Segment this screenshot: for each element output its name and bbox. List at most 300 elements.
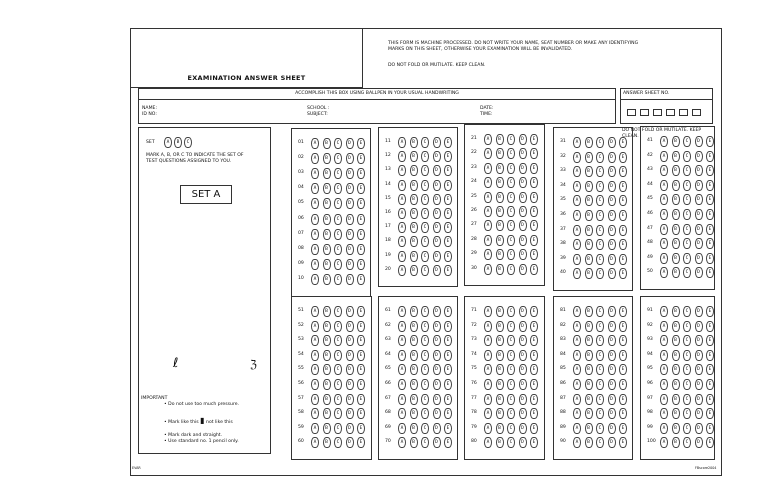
- answer-bubble-b[interactable]: B: [496, 364, 504, 375]
- answer-bubble-d[interactable]: D: [608, 321, 616, 332]
- answer-bubble-e[interactable]: E: [530, 394, 538, 405]
- answer-bubble-d[interactable]: D: [519, 321, 527, 332]
- answer-bubble-e[interactable]: E: [357, 437, 365, 448]
- answer-bubble-c[interactable]: C: [683, 335, 691, 346]
- answer-bubble-e[interactable]: E: [444, 394, 452, 405]
- answer-bubble-a[interactable]: A: [660, 151, 668, 162]
- answer-bubble-c[interactable]: C: [596, 350, 604, 361]
- answer-bubble-e[interactable]: E: [444, 423, 452, 434]
- answer-bubble-c[interactable]: C: [683, 379, 691, 390]
- answer-bubble-c[interactable]: C: [421, 423, 429, 434]
- answer-bubble-a[interactable]: A: [398, 306, 406, 317]
- answer-bubble-d[interactable]: D: [346, 259, 354, 270]
- answer-bubble-c[interactable]: C: [596, 335, 604, 346]
- answer-bubble-b[interactable]: B: [496, 134, 504, 145]
- answer-bubble-c[interactable]: C: [596, 306, 604, 317]
- answer-bubble-d[interactable]: D: [608, 166, 616, 177]
- answer-bubble-a[interactable]: A: [484, 235, 492, 246]
- answer-bubble-c[interactable]: C: [334, 229, 342, 240]
- answer-bubble-a[interactable]: A: [484, 148, 492, 159]
- answer-bubble-a[interactable]: A: [398, 408, 406, 419]
- answer-bubble-c[interactable]: C: [507, 423, 515, 434]
- answer-bubble-a[interactable]: A: [484, 192, 492, 203]
- answer-bubble-b[interactable]: B: [323, 437, 331, 448]
- answer-bubble-b[interactable]: B: [323, 274, 331, 285]
- answer-bubble-c[interactable]: C: [421, 265, 429, 276]
- answer-bubble-b[interactable]: B: [585, 166, 593, 177]
- answer-bubble-e[interactable]: E: [444, 379, 452, 390]
- answer-bubble-c[interactable]: C: [507, 350, 515, 361]
- answer-bubble-d[interactable]: D: [433, 251, 441, 262]
- answer-bubble-c[interactable]: C: [596, 210, 604, 221]
- answer-bubble-b[interactable]: B: [672, 408, 680, 419]
- answer-bubble-e[interactable]: E: [619, 268, 627, 279]
- answer-bubble-b[interactable]: B: [410, 137, 418, 148]
- answer-bubble-d[interactable]: D: [519, 206, 527, 217]
- answer-bubble-c[interactable]: C: [683, 423, 691, 434]
- answer-bubble-c[interactable]: C: [683, 253, 691, 264]
- answer-bubble-b[interactable]: B: [410, 151, 418, 162]
- answer-bubble-a[interactable]: A: [573, 137, 581, 148]
- answer-bubble-a[interactable]: A: [484, 306, 492, 317]
- answer-bubble-c[interactable]: C: [421, 251, 429, 262]
- answer-bubble-b[interactable]: B: [585, 423, 593, 434]
- answer-bubble-a[interactable]: A: [311, 244, 319, 255]
- answer-bubble-b[interactable]: B: [585, 268, 593, 279]
- answer-bubble-d[interactable]: D: [608, 225, 616, 236]
- answer-bubble-a[interactable]: A: [660, 180, 668, 191]
- answer-bubble-d[interactable]: D: [608, 268, 616, 279]
- answer-bubble-e[interactable]: E: [619, 335, 627, 346]
- answer-bubble-d[interactable]: D: [519, 235, 527, 246]
- answer-bubble-b[interactable]: B: [496, 335, 504, 346]
- answer-bubble-c[interactable]: C: [334, 321, 342, 332]
- answer-bubble-b[interactable]: B: [323, 321, 331, 332]
- answer-bubble-e[interactable]: E: [357, 394, 365, 405]
- answer-bubble-a[interactable]: A: [660, 224, 668, 235]
- answer-bubble-a[interactable]: A: [573, 239, 581, 250]
- answer-bubble-b[interactable]: B: [323, 153, 331, 164]
- answer-bubble-b[interactable]: B: [496, 350, 504, 361]
- answer-bubble-e[interactable]: E: [357, 335, 365, 346]
- answer-bubble-a[interactable]: A: [484, 134, 492, 145]
- answer-bubble-d[interactable]: D: [433, 394, 441, 405]
- answer-bubble-c[interactable]: C: [683, 151, 691, 162]
- answer-bubble-a[interactable]: A: [660, 437, 668, 448]
- answer-bubble-e[interactable]: E: [619, 394, 627, 405]
- answer-bubble-d[interactable]: D: [608, 152, 616, 163]
- answer-bubble-c[interactable]: C: [334, 423, 342, 434]
- answer-bubble-a[interactable]: A: [484, 394, 492, 405]
- answer-bubble-d[interactable]: D: [433, 423, 441, 434]
- answer-bubble-c[interactable]: C: [596, 225, 604, 236]
- answer-bubble-e[interactable]: E: [357, 244, 365, 255]
- answer-bubble-a[interactable]: A: [311, 423, 319, 434]
- answer-bubble-b[interactable]: B: [496, 192, 504, 203]
- answer-bubble-b[interactable]: B: [410, 194, 418, 205]
- answer-bubble-d[interactable]: D: [695, 209, 703, 220]
- answer-bubble-d[interactable]: D: [695, 364, 703, 375]
- answer-bubble-e[interactable]: E: [706, 209, 714, 220]
- answer-bubble-e[interactable]: E: [530, 235, 538, 246]
- answer-bubble-e[interactable]: E: [444, 265, 452, 276]
- answer-bubble-e[interactable]: E: [619, 350, 627, 361]
- answer-bubble-b[interactable]: B: [496, 220, 504, 231]
- answer-bubble-e[interactable]: E: [530, 249, 538, 260]
- answer-bubble-d[interactable]: D: [608, 350, 616, 361]
- answer-bubble-d[interactable]: D: [346, 229, 354, 240]
- answer-bubble-e[interactable]: E: [619, 152, 627, 163]
- answer-bubble-b[interactable]: B: [410, 321, 418, 332]
- answer-bubble-d[interactable]: D: [519, 394, 527, 405]
- answer-bubble-b[interactable]: B: [496, 321, 504, 332]
- answer-bubble-a[interactable]: A: [398, 265, 406, 276]
- answer-bubble-e[interactable]: E: [444, 236, 452, 247]
- answer-bubble-c[interactable]: C: [421, 222, 429, 233]
- sheet-no-digit-3[interactable]: [653, 109, 662, 116]
- answer-bubble-b[interactable]: B: [585, 394, 593, 405]
- answer-bubble-a[interactable]: A: [573, 379, 581, 390]
- answer-bubble-a[interactable]: A: [573, 166, 581, 177]
- answer-bubble-b[interactable]: B: [410, 335, 418, 346]
- answer-bubble-d[interactable]: D: [608, 335, 616, 346]
- answer-bubble-b[interactable]: B: [323, 244, 331, 255]
- sheet-no-digit-5[interactable]: [679, 109, 688, 116]
- answer-bubble-d[interactable]: D: [519, 220, 527, 231]
- answer-bubble-c[interactable]: C: [596, 437, 604, 448]
- answer-bubble-d[interactable]: D: [608, 254, 616, 265]
- answer-bubble-d[interactable]: D: [519, 177, 527, 188]
- answer-bubble-e[interactable]: E: [706, 423, 714, 434]
- answer-bubble-a[interactable]: A: [573, 225, 581, 236]
- answer-bubble-b[interactable]: B: [585, 408, 593, 419]
- answer-bubble-e[interactable]: E: [357, 214, 365, 225]
- set-option-a[interactable]: A: [164, 137, 172, 148]
- answer-bubble-b[interactable]: B: [496, 437, 504, 448]
- answer-bubble-a[interactable]: A: [484, 364, 492, 375]
- answer-bubble-a[interactable]: A: [398, 423, 406, 434]
- answer-bubble-a[interactable]: A: [311, 321, 319, 332]
- answer-bubble-d[interactable]: D: [433, 194, 441, 205]
- answer-bubble-d[interactable]: D: [695, 335, 703, 346]
- answer-bubble-a[interactable]: A: [484, 423, 492, 434]
- answer-bubble-b[interactable]: B: [585, 335, 593, 346]
- answer-bubble-e[interactable]: E: [619, 408, 627, 419]
- answer-bubble-e[interactable]: E: [706, 335, 714, 346]
- answer-bubble-a[interactable]: A: [398, 321, 406, 332]
- answer-bubble-d[interactable]: D: [695, 306, 703, 317]
- answer-bubble-e[interactable]: E: [706, 180, 714, 191]
- answer-bubble-e[interactable]: E: [619, 254, 627, 265]
- answer-bubble-b[interactable]: B: [323, 183, 331, 194]
- answer-bubble-a[interactable]: A: [311, 364, 319, 375]
- answer-bubble-a[interactable]: A: [398, 379, 406, 390]
- answer-bubble-b[interactable]: B: [672, 194, 680, 205]
- answer-bubble-d[interactable]: D: [346, 423, 354, 434]
- answer-bubble-d[interactable]: D: [519, 408, 527, 419]
- answer-bubble-e[interactable]: E: [619, 321, 627, 332]
- answer-bubble-b[interactable]: B: [672, 306, 680, 317]
- answer-bubble-b[interactable]: B: [410, 364, 418, 375]
- answer-bubble-d[interactable]: D: [519, 437, 527, 448]
- answer-bubble-b[interactable]: B: [585, 379, 593, 390]
- answer-bubble-d[interactable]: D: [519, 249, 527, 260]
- answer-bubble-e[interactable]: E: [706, 408, 714, 419]
- answer-bubble-c[interactable]: C: [596, 181, 604, 192]
- answer-bubble-e[interactable]: E: [444, 437, 452, 448]
- answer-bubble-a[interactable]: A: [311, 394, 319, 405]
- answer-bubble-e[interactable]: E: [619, 195, 627, 206]
- answer-bubble-d[interactable]: D: [695, 408, 703, 419]
- answer-bubble-c[interactable]: C: [683, 224, 691, 235]
- answer-bubble-a[interactable]: A: [660, 423, 668, 434]
- answer-bubble-a[interactable]: A: [398, 165, 406, 176]
- answer-bubble-a[interactable]: A: [311, 229, 319, 240]
- answer-bubble-c[interactable]: C: [334, 183, 342, 194]
- answer-bubble-e[interactable]: E: [444, 208, 452, 219]
- answer-bubble-d[interactable]: D: [433, 208, 441, 219]
- answer-bubble-b[interactable]: B: [496, 249, 504, 260]
- answer-bubble-d[interactable]: D: [608, 239, 616, 250]
- answer-bubble-a[interactable]: A: [573, 437, 581, 448]
- answer-bubble-d[interactable]: D: [608, 437, 616, 448]
- answer-bubble-e[interactable]: E: [530, 423, 538, 434]
- answer-bubble-e[interactable]: E: [530, 264, 538, 275]
- answer-bubble-c[interactable]: C: [507, 364, 515, 375]
- answer-bubble-e[interactable]: E: [444, 180, 452, 191]
- answer-bubble-d[interactable]: D: [433, 236, 441, 247]
- answer-bubble-b[interactable]: B: [585, 239, 593, 250]
- answer-bubble-c[interactable]: C: [421, 208, 429, 219]
- answer-bubble-b[interactable]: B: [410, 265, 418, 276]
- answer-bubble-b[interactable]: B: [585, 181, 593, 192]
- answer-bubble-a[interactable]: A: [660, 267, 668, 278]
- answer-bubble-b[interactable]: B: [323, 335, 331, 346]
- answer-bubble-d[interactable]: D: [346, 198, 354, 209]
- answer-bubble-e[interactable]: E: [706, 151, 714, 162]
- answer-bubble-c[interactable]: C: [596, 254, 604, 265]
- answer-bubble-e[interactable]: E: [706, 364, 714, 375]
- answer-bubble-a[interactable]: A: [484, 264, 492, 275]
- answer-bubble-d[interactable]: D: [433, 265, 441, 276]
- answer-bubble-a[interactable]: A: [484, 163, 492, 174]
- answer-bubble-b[interactable]: B: [410, 408, 418, 419]
- answer-bubble-a[interactable]: A: [660, 306, 668, 317]
- answer-bubble-b[interactable]: B: [323, 423, 331, 434]
- answer-bubble-e[interactable]: E: [444, 321, 452, 332]
- answer-bubble-e[interactable]: E: [357, 183, 365, 194]
- answer-bubble-a[interactable]: A: [660, 379, 668, 390]
- answer-bubble-d[interactable]: D: [433, 437, 441, 448]
- answer-bubble-b[interactable]: B: [496, 408, 504, 419]
- answer-bubble-b[interactable]: B: [496, 235, 504, 246]
- answer-bubble-b[interactable]: B: [585, 364, 593, 375]
- answer-bubble-e[interactable]: E: [357, 138, 365, 149]
- answer-bubble-e[interactable]: E: [530, 364, 538, 375]
- answer-bubble-d[interactable]: D: [346, 379, 354, 390]
- answer-bubble-b[interactable]: B: [672, 253, 680, 264]
- answer-bubble-a[interactable]: A: [484, 437, 492, 448]
- answer-bubble-d[interactable]: D: [433, 151, 441, 162]
- answer-bubble-d[interactable]: D: [346, 306, 354, 317]
- sheet-no-digit-4[interactable]: [666, 109, 675, 116]
- answer-bubble-b[interactable]: B: [672, 267, 680, 278]
- answer-bubble-c[interactable]: C: [334, 138, 342, 149]
- answer-bubble-c[interactable]: C: [507, 321, 515, 332]
- answer-bubble-c[interactable]: C: [507, 235, 515, 246]
- answer-bubble-e[interactable]: E: [530, 350, 538, 361]
- answer-bubble-e[interactable]: E: [357, 306, 365, 317]
- answer-bubble-e[interactable]: E: [444, 165, 452, 176]
- answer-bubble-d[interactable]: D: [695, 423, 703, 434]
- answer-bubble-a[interactable]: A: [573, 321, 581, 332]
- answer-bubble-e[interactable]: E: [706, 253, 714, 264]
- answer-bubble-d[interactable]: D: [695, 151, 703, 162]
- answer-bubble-e[interactable]: E: [444, 137, 452, 148]
- answer-bubble-a[interactable]: A: [660, 194, 668, 205]
- answer-bubble-c[interactable]: C: [421, 379, 429, 390]
- answer-bubble-b[interactable]: B: [672, 394, 680, 405]
- answer-bubble-b[interactable]: B: [496, 264, 504, 275]
- answer-bubble-a[interactable]: A: [573, 350, 581, 361]
- answer-bubble-d[interactable]: D: [608, 423, 616, 434]
- answer-bubble-a[interactable]: A: [311, 274, 319, 285]
- answer-bubble-b[interactable]: B: [496, 163, 504, 174]
- answer-bubble-b[interactable]: B: [410, 236, 418, 247]
- answer-bubble-a[interactable]: A: [484, 220, 492, 231]
- answer-bubble-d[interactable]: D: [695, 394, 703, 405]
- answer-bubble-b[interactable]: B: [585, 350, 593, 361]
- answer-bubble-d[interactable]: D: [433, 137, 441, 148]
- answer-bubble-a[interactable]: A: [398, 208, 406, 219]
- answer-bubble-c[interactable]: C: [334, 153, 342, 164]
- answer-bubble-b[interactable]: B: [496, 148, 504, 159]
- answer-bubble-e[interactable]: E: [357, 350, 365, 361]
- answer-bubble-b[interactable]: B: [672, 151, 680, 162]
- answer-bubble-e[interactable]: E: [357, 423, 365, 434]
- answer-bubble-e[interactable]: E: [444, 350, 452, 361]
- answer-bubble-e[interactable]: E: [619, 364, 627, 375]
- answer-bubble-a[interactable]: A: [660, 165, 668, 176]
- answer-bubble-a[interactable]: A: [660, 238, 668, 249]
- set-option-c[interactable]: C: [184, 137, 192, 148]
- answer-bubble-b[interactable]: B: [323, 259, 331, 270]
- answer-bubble-d[interactable]: D: [346, 214, 354, 225]
- answer-bubble-b[interactable]: B: [323, 394, 331, 405]
- answer-bubble-b[interactable]: B: [323, 350, 331, 361]
- answer-bubble-b[interactable]: B: [496, 306, 504, 317]
- answer-bubble-e[interactable]: E: [357, 198, 365, 209]
- answer-bubble-c[interactable]: C: [334, 437, 342, 448]
- answer-bubble-b[interactable]: B: [323, 306, 331, 317]
- answer-bubble-a[interactable]: A: [660, 364, 668, 375]
- answer-bubble-c[interactable]: C: [683, 306, 691, 317]
- answer-bubble-c[interactable]: C: [683, 165, 691, 176]
- answer-bubble-c[interactable]: C: [507, 134, 515, 145]
- answer-bubble-d[interactable]: D: [519, 134, 527, 145]
- answer-bubble-e[interactable]: E: [619, 423, 627, 434]
- answer-bubble-e[interactable]: E: [530, 206, 538, 217]
- answer-bubble-a[interactable]: A: [660, 253, 668, 264]
- answer-bubble-d[interactable]: D: [433, 408, 441, 419]
- answer-bubble-c[interactable]: C: [421, 180, 429, 191]
- answer-bubble-c[interactable]: C: [334, 214, 342, 225]
- answer-bubble-d[interactable]: D: [695, 194, 703, 205]
- answer-bubble-a[interactable]: A: [311, 214, 319, 225]
- answer-bubble-e[interactable]: E: [357, 274, 365, 285]
- answer-bubble-a[interactable]: A: [311, 198, 319, 209]
- answer-bubble-e[interactable]: E: [357, 153, 365, 164]
- answer-bubble-e[interactable]: E: [530, 437, 538, 448]
- answer-bubble-d[interactable]: D: [346, 153, 354, 164]
- answer-bubble-b[interactable]: B: [323, 214, 331, 225]
- answer-bubble-b[interactable]: B: [323, 138, 331, 149]
- answer-bubble-a[interactable]: A: [484, 350, 492, 361]
- answer-bubble-e[interactable]: E: [619, 181, 627, 192]
- answer-bubble-d[interactable]: D: [519, 264, 527, 275]
- answer-bubble-e[interactable]: E: [530, 306, 538, 317]
- answer-bubble-a[interactable]: A: [573, 152, 581, 163]
- answer-bubble-d[interactable]: D: [433, 306, 441, 317]
- answer-bubble-b[interactable]: B: [323, 379, 331, 390]
- answer-bubble-a[interactable]: A: [398, 180, 406, 191]
- answer-bubble-a[interactable]: A: [660, 335, 668, 346]
- answer-bubble-a[interactable]: A: [311, 168, 319, 179]
- answer-bubble-c[interactable]: C: [421, 236, 429, 247]
- answer-bubble-d[interactable]: D: [346, 437, 354, 448]
- answer-bubble-c[interactable]: C: [421, 408, 429, 419]
- answer-bubble-a[interactable]: A: [311, 437, 319, 448]
- answer-bubble-e[interactable]: E: [619, 137, 627, 148]
- answer-bubble-c[interactable]: C: [421, 437, 429, 448]
- answer-bubble-b[interactable]: B: [672, 180, 680, 191]
- answer-bubble-c[interactable]: C: [596, 166, 604, 177]
- answer-bubble-e[interactable]: E: [357, 408, 365, 419]
- answer-bubble-a[interactable]: A: [311, 306, 319, 317]
- answer-bubble-c[interactable]: C: [334, 306, 342, 317]
- answer-bubble-d[interactable]: D: [695, 136, 703, 147]
- answer-bubble-c[interactable]: C: [507, 249, 515, 260]
- answer-bubble-e[interactable]: E: [530, 335, 538, 346]
- answer-bubble-c[interactable]: C: [334, 394, 342, 405]
- answer-bubble-b[interactable]: B: [496, 394, 504, 405]
- answer-bubble-d[interactable]: D: [519, 379, 527, 390]
- answer-bubble-b[interactable]: B: [672, 437, 680, 448]
- answer-bubble-e[interactable]: E: [706, 238, 714, 249]
- answer-bubble-d[interactable]: D: [433, 222, 441, 233]
- answer-bubble-b[interactable]: B: [585, 437, 593, 448]
- answer-bubble-b[interactable]: B: [410, 180, 418, 191]
- answer-bubble-c[interactable]: C: [334, 274, 342, 285]
- answer-bubble-d[interactable]: D: [433, 364, 441, 375]
- answer-bubble-a[interactable]: A: [311, 335, 319, 346]
- answer-bubble-c[interactable]: C: [421, 321, 429, 332]
- answer-bubble-d[interactable]: D: [346, 408, 354, 419]
- answer-bubble-b[interactable]: B: [410, 394, 418, 405]
- answer-bubble-a[interactable]: A: [573, 195, 581, 206]
- answer-bubble-c[interactable]: C: [334, 379, 342, 390]
- answer-bubble-a[interactable]: A: [398, 350, 406, 361]
- answer-bubble-d[interactable]: D: [608, 306, 616, 317]
- answer-bubble-a[interactable]: A: [311, 350, 319, 361]
- answer-bubble-e[interactable]: E: [530, 134, 538, 145]
- answer-bubble-a[interactable]: A: [573, 306, 581, 317]
- answer-bubble-b[interactable]: B: [323, 198, 331, 209]
- answer-bubble-e[interactable]: E: [444, 222, 452, 233]
- answer-bubble-c[interactable]: C: [334, 244, 342, 255]
- answer-bubble-a[interactable]: A: [311, 138, 319, 149]
- answer-bubble-b[interactable]: B: [323, 408, 331, 419]
